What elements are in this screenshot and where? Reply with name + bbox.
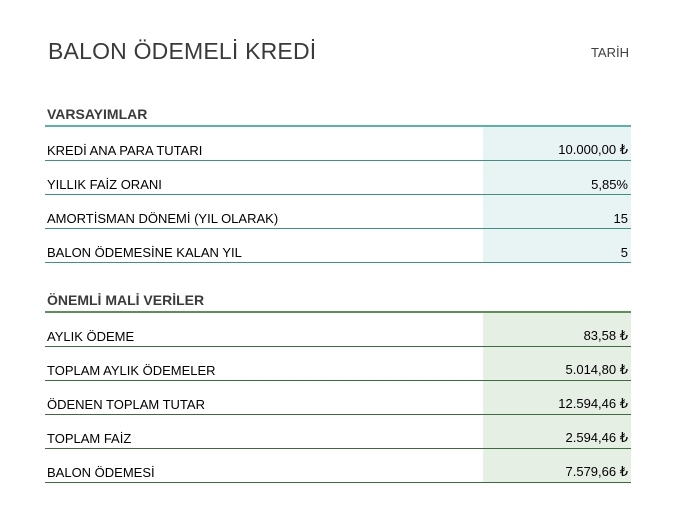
total-monthly-payments-label: TOPLAM AYLIK ÖDEMELER	[47, 363, 216, 378]
assumptions-section	[45, 103, 631, 263]
monthly-payment-value: 83,58 ₺	[483, 313, 631, 346]
table-row	[45, 195, 631, 229]
balloon-payment-value: 7.579,66 ₺	[483, 449, 631, 482]
key-financials-section	[45, 289, 631, 483]
date-label: TARİH	[590, 45, 629, 60]
total-paid-value: 12.594,46 ₺	[483, 381, 631, 414]
key-financials-heading: ÖNEMLİ MALİ VERİLER	[47, 292, 205, 308]
assumptions-heading: VARSAYIMLAR	[47, 106, 148, 122]
balloon-payment-label: BALON ÖDEMESİ	[47, 465, 155, 480]
table-row	[45, 127, 631, 161]
total-monthly-payments-value: 5.014,80 ₺	[483, 347, 631, 380]
total-paid-label: ÖDENEN TOPLAM TUTAR	[47, 397, 205, 412]
total-interest-value: 2.594,46 ₺	[483, 415, 631, 448]
table-row	[45, 229, 631, 263]
table-row	[45, 161, 631, 195]
monthly-payment-label: AYLIK ÖDEME	[47, 329, 135, 344]
page-title: BALON ÖDEMELİ KREDİ	[48, 38, 317, 64]
years-to-balloon-label: BALON ÖDEMESİNE KALAN YIL	[47, 245, 242, 260]
total-interest-label: TOPLAM FAİZ	[47, 431, 132, 446]
loan-principal-label: KREDİ ANA PARA TUTARI	[47, 143, 203, 158]
annual-interest-value[interactable]: 5,85%	[483, 161, 631, 194]
table-row	[45, 347, 631, 381]
years-to-balloon-value[interactable]: 5	[483, 229, 631, 262]
table-row	[45, 381, 631, 415]
table-row	[45, 415, 631, 449]
amortization-period-label: AMORTİSMAN DÖNEMİ (YIL OLARAK)	[47, 211, 279, 226]
annual-interest-label: YILLIK FAİZ ORANI	[47, 177, 162, 192]
amortization-period-value[interactable]: 15	[483, 195, 631, 228]
loan-principal-value[interactable]: 10.000,00 ₺	[483, 127, 631, 160]
table-row	[45, 313, 631, 347]
table-row	[45, 449, 631, 483]
